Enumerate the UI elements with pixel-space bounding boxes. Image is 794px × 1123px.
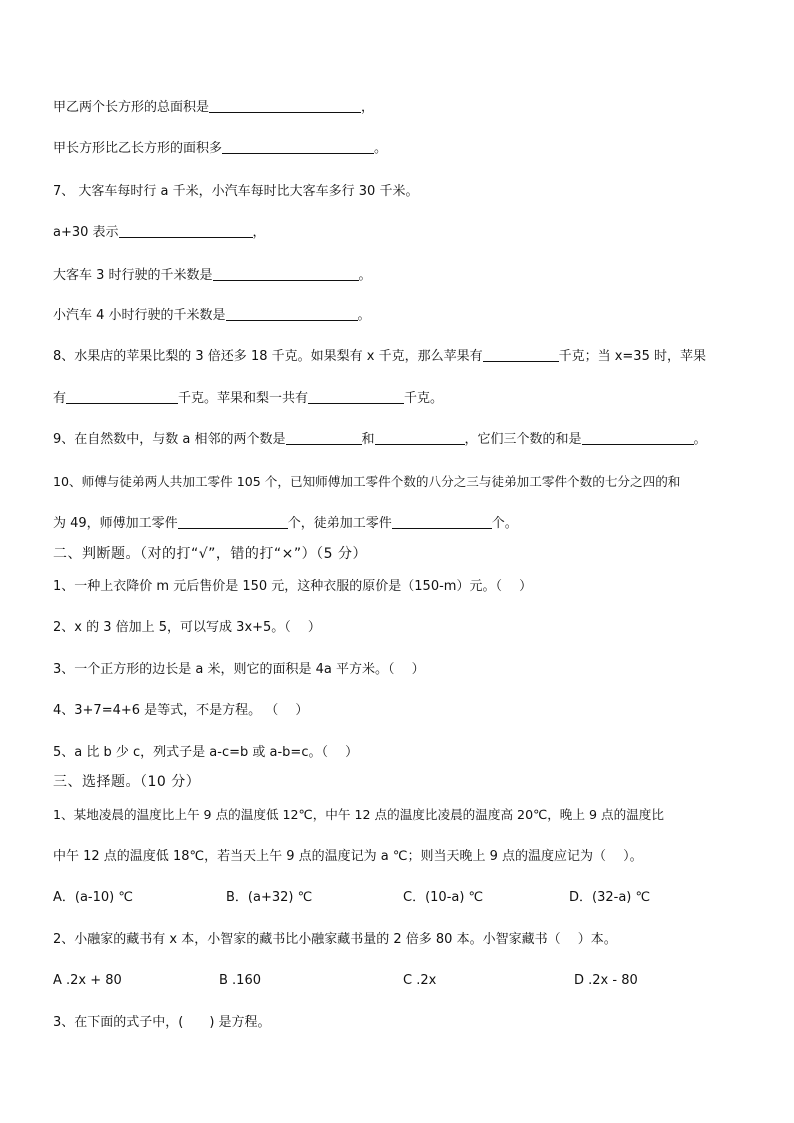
q8-text-1: 8、水果店的苹果比梨的 3 倍还多 18 千克。如果梨有 x 千克，那么苹果有 xyxy=(53,349,483,364)
q8-text-5: 千克。 xyxy=(404,391,444,406)
bus-3h-line xyxy=(53,267,372,285)
punct: 。 xyxy=(374,141,388,156)
choice-1-option-c[interactable]: C．(10-a) ℃ xyxy=(403,890,484,905)
question-10-line-1: 10、师傅与徒弟两人共加工零件 105 个，已知师傅加工零件个数的八分之三与徒弟加工零件个数的七分之四的和 xyxy=(53,474,681,489)
q9-text-3: ，它们三个数的和是 xyxy=(464,432,582,447)
choice-2-option-d[interactable]: D .2x - 80 xyxy=(574,973,638,988)
punct: 。 xyxy=(693,432,707,447)
q9-text-1: 9、在自然数中，与数 a 相邻的两个数是 xyxy=(53,432,286,447)
area-diff-blank[interactable] xyxy=(222,140,374,154)
judge-4: 4、3+7=4+6 是等式，不是方程。 （ ） xyxy=(53,703,309,718)
q10-text-1: 为 49，师傅加工零件 xyxy=(53,516,178,531)
a30-line xyxy=(53,224,266,242)
total-area-blank[interactable] xyxy=(209,99,361,113)
judge-2: 2、x 的 3 倍加上 5，可以写成 3x+5。（ ） xyxy=(53,620,321,635)
area-diff-line xyxy=(53,140,387,158)
car-4h-text: 小汽车 4 小时行驶的千米数是 xyxy=(53,308,226,323)
next-number-blank[interactable] xyxy=(375,431,465,445)
sum-blank[interactable] xyxy=(582,431,694,445)
car-4h-blank[interactable] xyxy=(226,307,358,321)
question-8-line-2 xyxy=(53,390,443,408)
question-9 xyxy=(53,431,707,449)
question-7: 7、 大客车每时行 a 千米，小汽车每时比大客车多行 30 千米。 xyxy=(53,184,419,199)
q9-text-2: 和 xyxy=(361,432,375,447)
judge-1: 1、一种上衣降价 m 元后售价是 150 元，这种衣服的原价是（150-m）元。（ ） xyxy=(53,579,533,594)
choice-3: 3、在下面的式子中，( ) 是方程。 xyxy=(53,1015,271,1030)
question-8-line-1 xyxy=(53,348,706,366)
punct: ， xyxy=(361,100,375,115)
choice-2-option-c[interactable]: C .2x xyxy=(403,973,437,988)
punct: 。 xyxy=(358,268,372,283)
choice-1-option-b[interactable]: B．(a+32) ℃ xyxy=(226,890,313,905)
choice-1-line-1: 1、某地凌晨的温度比上午 9 点的温度低 12℃，中午 12 点的温度比凌晨的温度高 20℃，晚上 9 点的温度比 xyxy=(53,807,664,822)
section-3-title: 三、选择题。（10 分） xyxy=(53,774,201,790)
a30-blank[interactable] xyxy=(119,224,253,238)
bus-3h-blank[interactable] xyxy=(213,267,359,281)
prev-number-blank[interactable] xyxy=(286,431,362,445)
choice-2-option-b[interactable]: B .160 xyxy=(219,973,261,988)
q10-text-3: 个。 xyxy=(491,516,518,531)
section-2-title: 二、判断题。（对的打“√”，错的打“×”）（5 分） xyxy=(53,546,368,562)
judge-3: 3、一个正方形的边长是 a 米，则它的面积是 4a 平方米。（ ） xyxy=(53,662,425,677)
total-area-text: 甲乙两个长方形的总面积是 xyxy=(53,100,210,115)
choice-1-option-a[interactable]: A．(a-10) ℃ xyxy=(53,890,133,905)
punct: 。 xyxy=(357,308,371,323)
a30-text: a+30 表示 xyxy=(53,225,119,240)
q8-text-2: 千克；当 x=35 时，苹果 xyxy=(558,349,706,364)
choice-1-option-d[interactable]: D．(32-a) ℃ xyxy=(569,890,651,905)
question-10-line-2 xyxy=(53,515,518,533)
q8-text-4: 千克。苹果和梨一共有 xyxy=(178,391,309,406)
apprentice-parts-blank[interactable] xyxy=(392,515,492,529)
total-area-line xyxy=(53,99,374,117)
choice-1-line-2: 中午 12 点的温度低 18℃，若当天上午 9 点的温度记为 a ℃；则当天晚上 9 点的温度应记为（ ）。 xyxy=(53,849,643,864)
apple-35-blank[interactable] xyxy=(66,390,178,404)
master-parts-blank[interactable] xyxy=(178,515,288,529)
q10-text-2: 个，徒弟加工零件 xyxy=(287,516,392,531)
choice-2: 2、小融家的藏书有 x 本，小智家的藏书比小融家藏书量的 2 倍多 80 本。小智家藏书（ ）本。 xyxy=(53,932,617,947)
choice-2-option-a[interactable]: A .2x + 80 xyxy=(53,973,122,988)
total-fruit-blank[interactable] xyxy=(308,390,404,404)
apple-blank[interactable] xyxy=(483,348,559,362)
car-4h-line xyxy=(53,307,371,325)
bus-3h-text: 大客车 3 时行驶的千米数是 xyxy=(53,268,213,283)
judge-5: 5、a 比 b 少 c，列式子是 a-c=b 或 a-b=c。（ ） xyxy=(53,745,359,760)
q8-text-3: 有 xyxy=(53,391,67,406)
punct: ， xyxy=(252,225,266,240)
area-diff-text: 甲长方形比乙长方形的面积多 xyxy=(53,141,223,156)
